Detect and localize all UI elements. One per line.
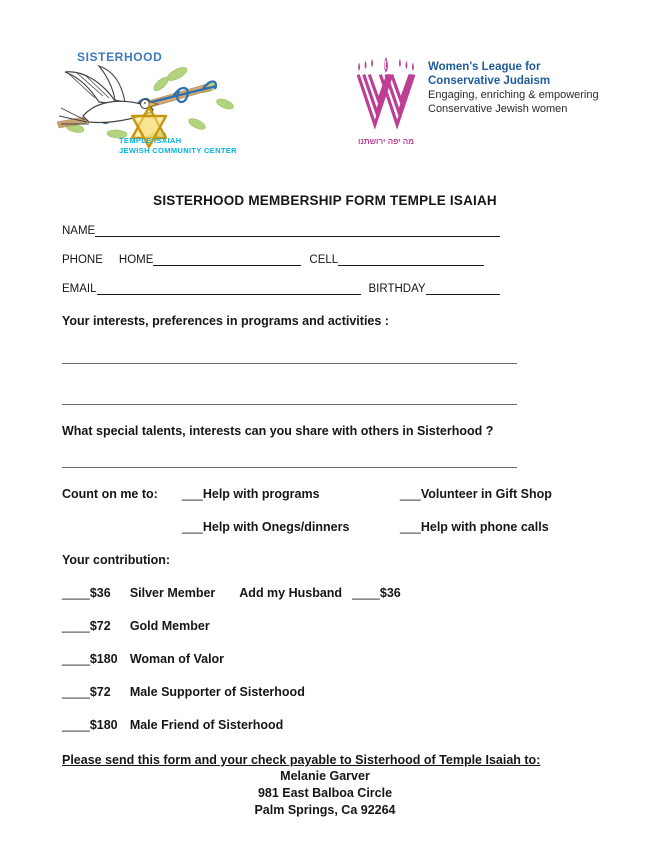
count-on-me-row-1 xyxy=(62,487,588,501)
option-help-phone-calls: ___Help with phone calls xyxy=(400,520,549,534)
send-instructions: Please send this form and your check payable to Sisterhood of Temple Isaiah to: xyxy=(62,753,541,767)
form-body xyxy=(0,175,650,818)
talents-fill-line xyxy=(62,467,517,468)
address-line-1: 981 East Balboa Circle xyxy=(257,786,393,800)
birthday-fill-line xyxy=(426,282,500,295)
hebrew-motto: מה יפה ירושתנו xyxy=(357,137,415,146)
contribution-row-woman-of-valor: ____ $180 Woman of Valor xyxy=(62,652,225,666)
option-help-with-programs: ___Help with programs xyxy=(182,487,320,501)
phone-field-row xyxy=(62,253,588,266)
name-field-row xyxy=(62,224,588,237)
tier-label: Woman of Valor xyxy=(129,652,225,666)
amount: $72 xyxy=(89,619,111,633)
contribution-heading: Your contribution: xyxy=(62,553,171,567)
tier-label: Male Friend of Sisterhood xyxy=(129,718,284,732)
option-help-onegs-dinners: ___Help with Onegs/dinners xyxy=(182,520,350,534)
phone-label: PHONE xyxy=(62,254,103,266)
email-fill-line xyxy=(97,282,361,295)
amount: $180 xyxy=(89,718,118,732)
cell-phone-fill-line xyxy=(338,253,484,266)
talents-heading: What special talents, interests can you share with others in Sisterhood ? xyxy=(62,424,494,438)
interests-heading: Your interests, preferences in programs and activities : xyxy=(62,314,389,328)
amount: $72 xyxy=(89,685,111,699)
address-line-2: Palm Springs, Ca 92264 xyxy=(254,803,396,817)
interests-fill-line-2 xyxy=(62,404,517,405)
contribution-row-male-supporter: ____ $72 Male Supporter of Sisterhood xyxy=(62,685,305,699)
husband-amount: $36 xyxy=(379,586,401,600)
email-label: EMAIL xyxy=(62,283,97,295)
form-title: SISTERHOOD MEMBERSHIP FORM TEMPLE ISAIAH xyxy=(153,193,497,208)
email-field-row xyxy=(62,282,588,295)
contribution-row-male-friend: ____ $180 Male Friend of Sisterhood xyxy=(62,718,284,732)
count-on-me-label: Count on me to: xyxy=(62,487,158,501)
sisterhood-logo xyxy=(55,50,250,162)
contribution-row-gold: ____ $72 Gold Member xyxy=(62,619,210,633)
candle-w-icon xyxy=(355,56,417,134)
tier-label: Silver Member xyxy=(129,586,216,600)
sisterhood-logo-wordmark: SISTERHOOD xyxy=(77,50,163,64)
add-husband-label: Add my Husband xyxy=(239,586,343,600)
name-label: NAME xyxy=(62,225,96,237)
count-on-me-row-2 xyxy=(62,520,588,534)
womens-league-text: Women's League for Conservative Judaism Engaging, enriching & empowering Conservative Jewish women xyxy=(428,61,599,115)
cell-label: CELL xyxy=(309,254,339,266)
home-label: HOME xyxy=(118,254,154,266)
amount: $36 xyxy=(89,586,111,600)
womens-league-logo xyxy=(355,56,599,146)
recipient-name: Melanie Garver xyxy=(280,769,370,783)
tier-label: Gold Member xyxy=(129,619,210,633)
contribution-row-silver: ____ $36 Silver Member Add my Husband ____ $36 xyxy=(62,586,401,600)
name-fill-line xyxy=(95,224,500,237)
option-volunteer-gift-shop: ___Volunteer in Gift Shop xyxy=(400,487,552,501)
birthday-label: BIRTHDAY xyxy=(368,283,426,295)
amount: $180 xyxy=(89,652,118,666)
home-phone-fill-line xyxy=(153,253,301,266)
interests-fill-line-1 xyxy=(62,363,517,364)
header xyxy=(0,0,650,175)
tier-label: Male Supporter of Sisterhood xyxy=(129,685,305,699)
count-on-me-spacer xyxy=(62,520,182,534)
temple-isaiah-wordmark: TEMPLE ISAIAH JEWISH COMMUNITY CENTER xyxy=(119,136,237,155)
